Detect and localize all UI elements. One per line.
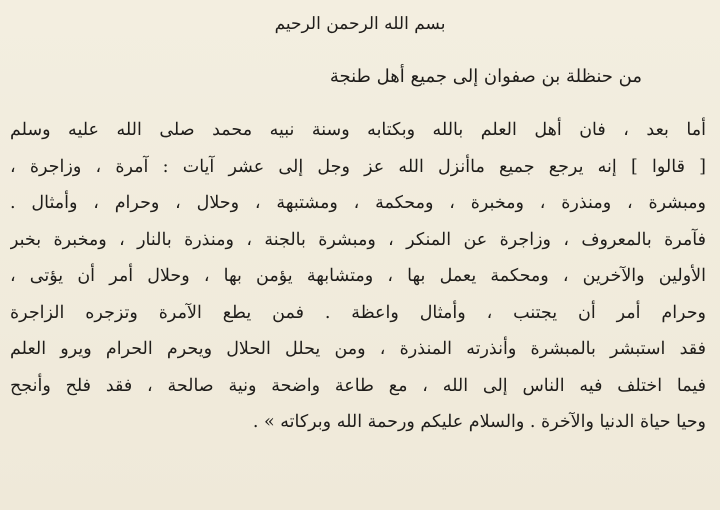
body-line: [ قالوا ] إنه يرجع جميع ماأنزل الله عز وجل إلى عشر آيات : آمرة ، وزاجرة ، <box>10 156 706 177</box>
body-line: ومبشرة ، ومنذرة ، ومخبرة ، ومحكمة ، ومشتبهة ، وحلال ، وحرام ، وأمثال . <box>10 193 706 213</box>
body-line: فيما اختلف فيه الناس إلى الله ، مع طاعة واضحة ونية صالحة ، فقد فلح وأنجح <box>10 375 706 396</box>
body-line-last: وحيا حياة الدنيا والآخرة . والسلام عليكم ورحمة الله وبركاته » . <box>252 412 706 432</box>
basmala-heading: بسم الله الرحمن الرحيم <box>274 14 446 34</box>
letter-body <box>10 112 706 441</box>
body-line: أما بعد ، فان أهل العلم بالله وبكتابه وسنة نبيه محمد صلى الله عليه وسلم <box>10 120 706 140</box>
body-line: الأولين والآخرين ، ومحكمة يعمل بها ، ومتشابهة يؤمن بها ، وحلال أمر أن يؤتى ، <box>10 266 706 286</box>
letter-salutation: من حنظلة بن صفوان إلى جميع أهل طنجة <box>329 66 642 87</box>
body-line: وحرام أمر أن يجتنب ، وأمثال واعظة . فمن يطع الآمرة وتزجره الزاجرة <box>10 302 706 323</box>
body-line: فآمرة بالمعروف ، وزاجرة عن المنكر ، ومبشرة بالجنة ، ومنذرة بالنار ، ومخبرة بخبر <box>10 229 706 250</box>
body-line: فقد استبشر بالمبشرة وأنذرته المنذرة ، ومن يحلل الحلال ويحرم الحرام ويرو العلم <box>10 339 706 359</box>
